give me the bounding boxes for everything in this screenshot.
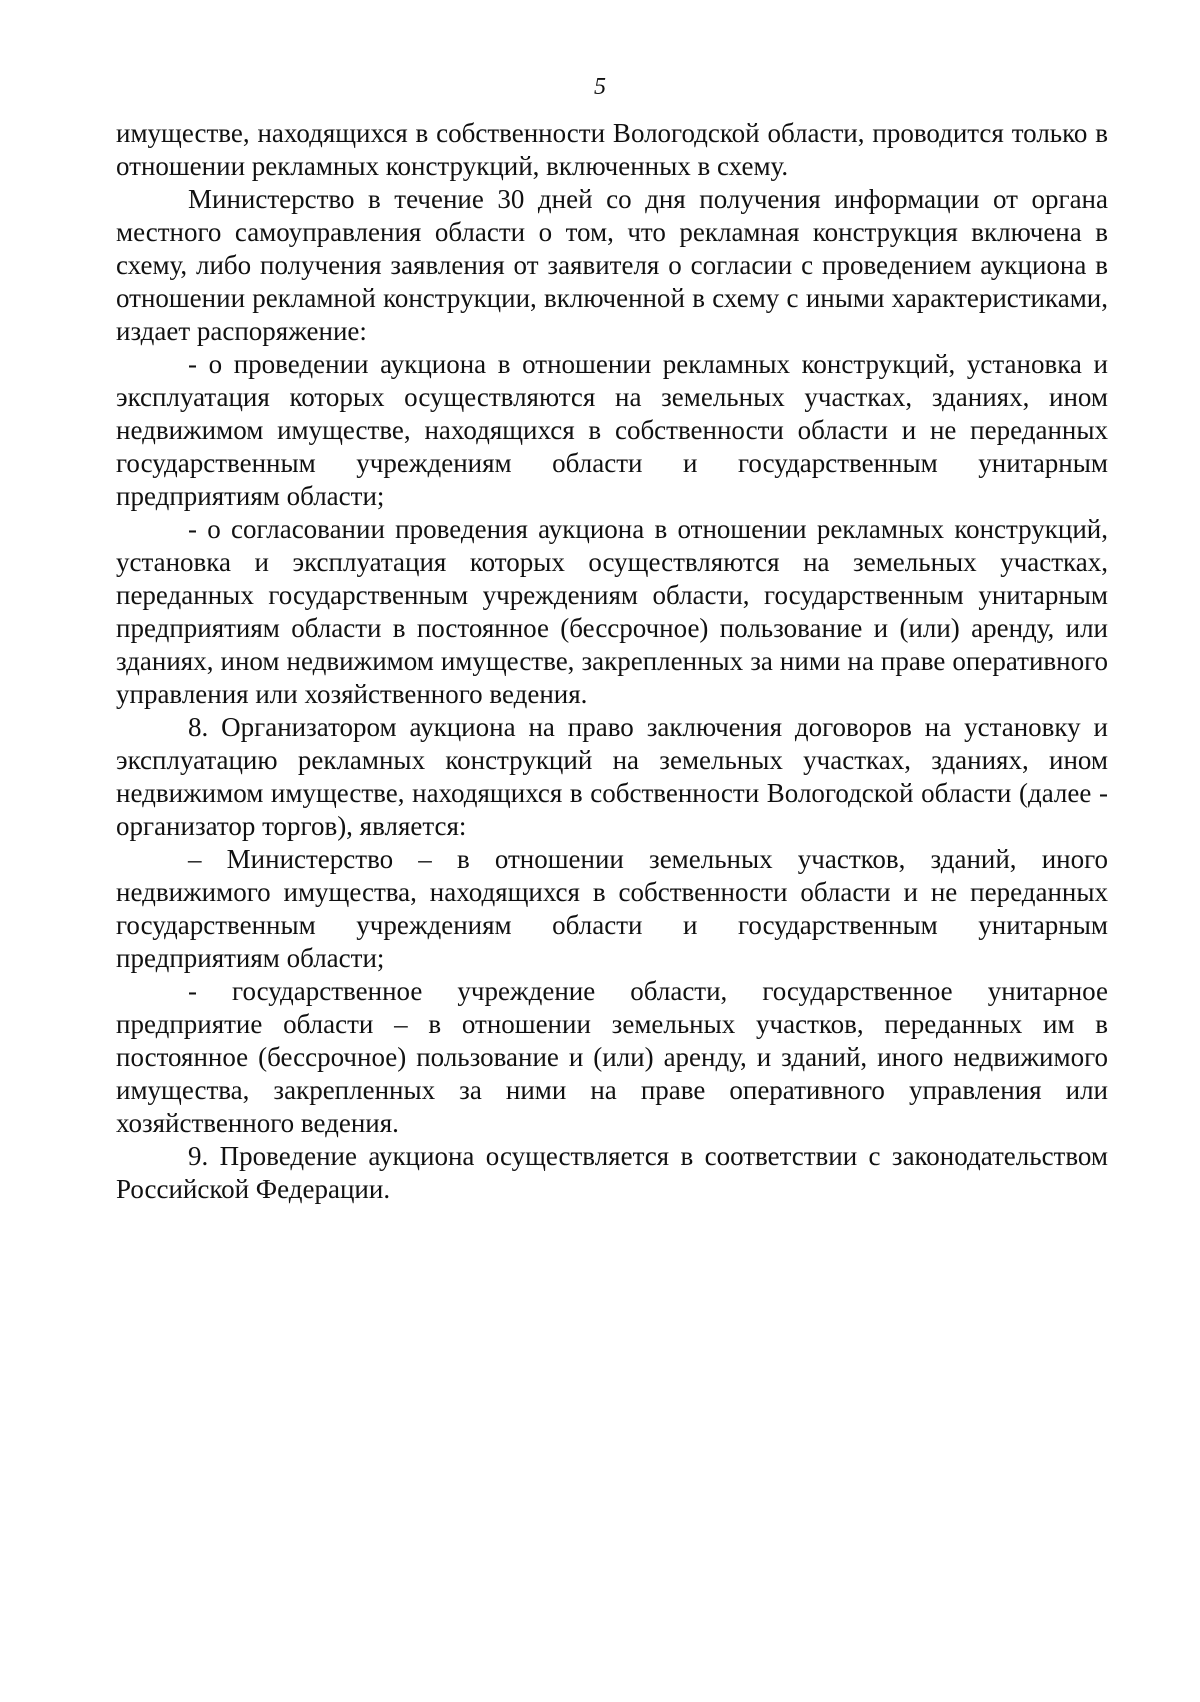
paragraph: 9. Проведение аукциона осуществляется в соответствии с законодательством Российской Федерации. xyxy=(116,1141,1108,1204)
page-number: 5 xyxy=(594,74,606,100)
list-item: - государственное учреждение области, государственное унитарное предприятие области – в отношении земельных участков, переданных им в постоянное (бессрочное) пользование и (или) аренду, и зданий, иного недвижимого имущества, закрепленных за ними на праве оперативного управления или хозяйственного ведения. xyxy=(116,976,1108,1138)
paragraph: имуществе, находящихся в собственности Вологодской области, проводится только в отношении рекламных конструкций, включенных в схему. xyxy=(116,118,1108,181)
list-item: - о проведении аукциона в отношении рекламных конструкций, установка и эксплуатация которых осуществляются на земельных участках, зданиях, ином недвижимом имуществе, находящихся в собственности области и не переданных государственным учреждениям области и государственным унитарным предприятиям области; xyxy=(116,349,1108,511)
paragraph: 8. Организатором аукциона на право заключения договоров на установку и эксплуатацию рекламных конструкций на земельных участках, зданиях, ином недвижимом имуществе, находящихся в собственности Вологодской области (далее - организатор торгов), является: xyxy=(116,712,1108,841)
document-body xyxy=(116,117,1108,1206)
list-item: – Министерство – в отношении земельных участков, зданий, иного недвижимого имущества, находящихся в собственности области и не переданных государственным учреждениям области и государственным унитарным предприятиям области; xyxy=(116,844,1108,973)
paragraph: Министерство в течение 30 дней со дня получения информации от органа местного самоуправления области о том, что рекламная конструкция включена в схему, либо получения заявления от заявителя о согласии с проведением аукциона в отношении рекламной конструкции, включенной в схему с иными характеристиками, издает распоряжение: xyxy=(116,184,1108,346)
list-item: - о согласовании проведения аукциона в отношении рекламных конструкций, установка и эксплуатация которых осуществляются на земельных участках, переданных государственным учреждениям области, государственным унитарным предприятиям области в постоянное (бессрочное) пользование и (или) аренду, или зданиях, ином недвижимом имуществе, закрепленных за ними на праве оперативного управления или хозяйственного ведения. xyxy=(116,514,1108,709)
